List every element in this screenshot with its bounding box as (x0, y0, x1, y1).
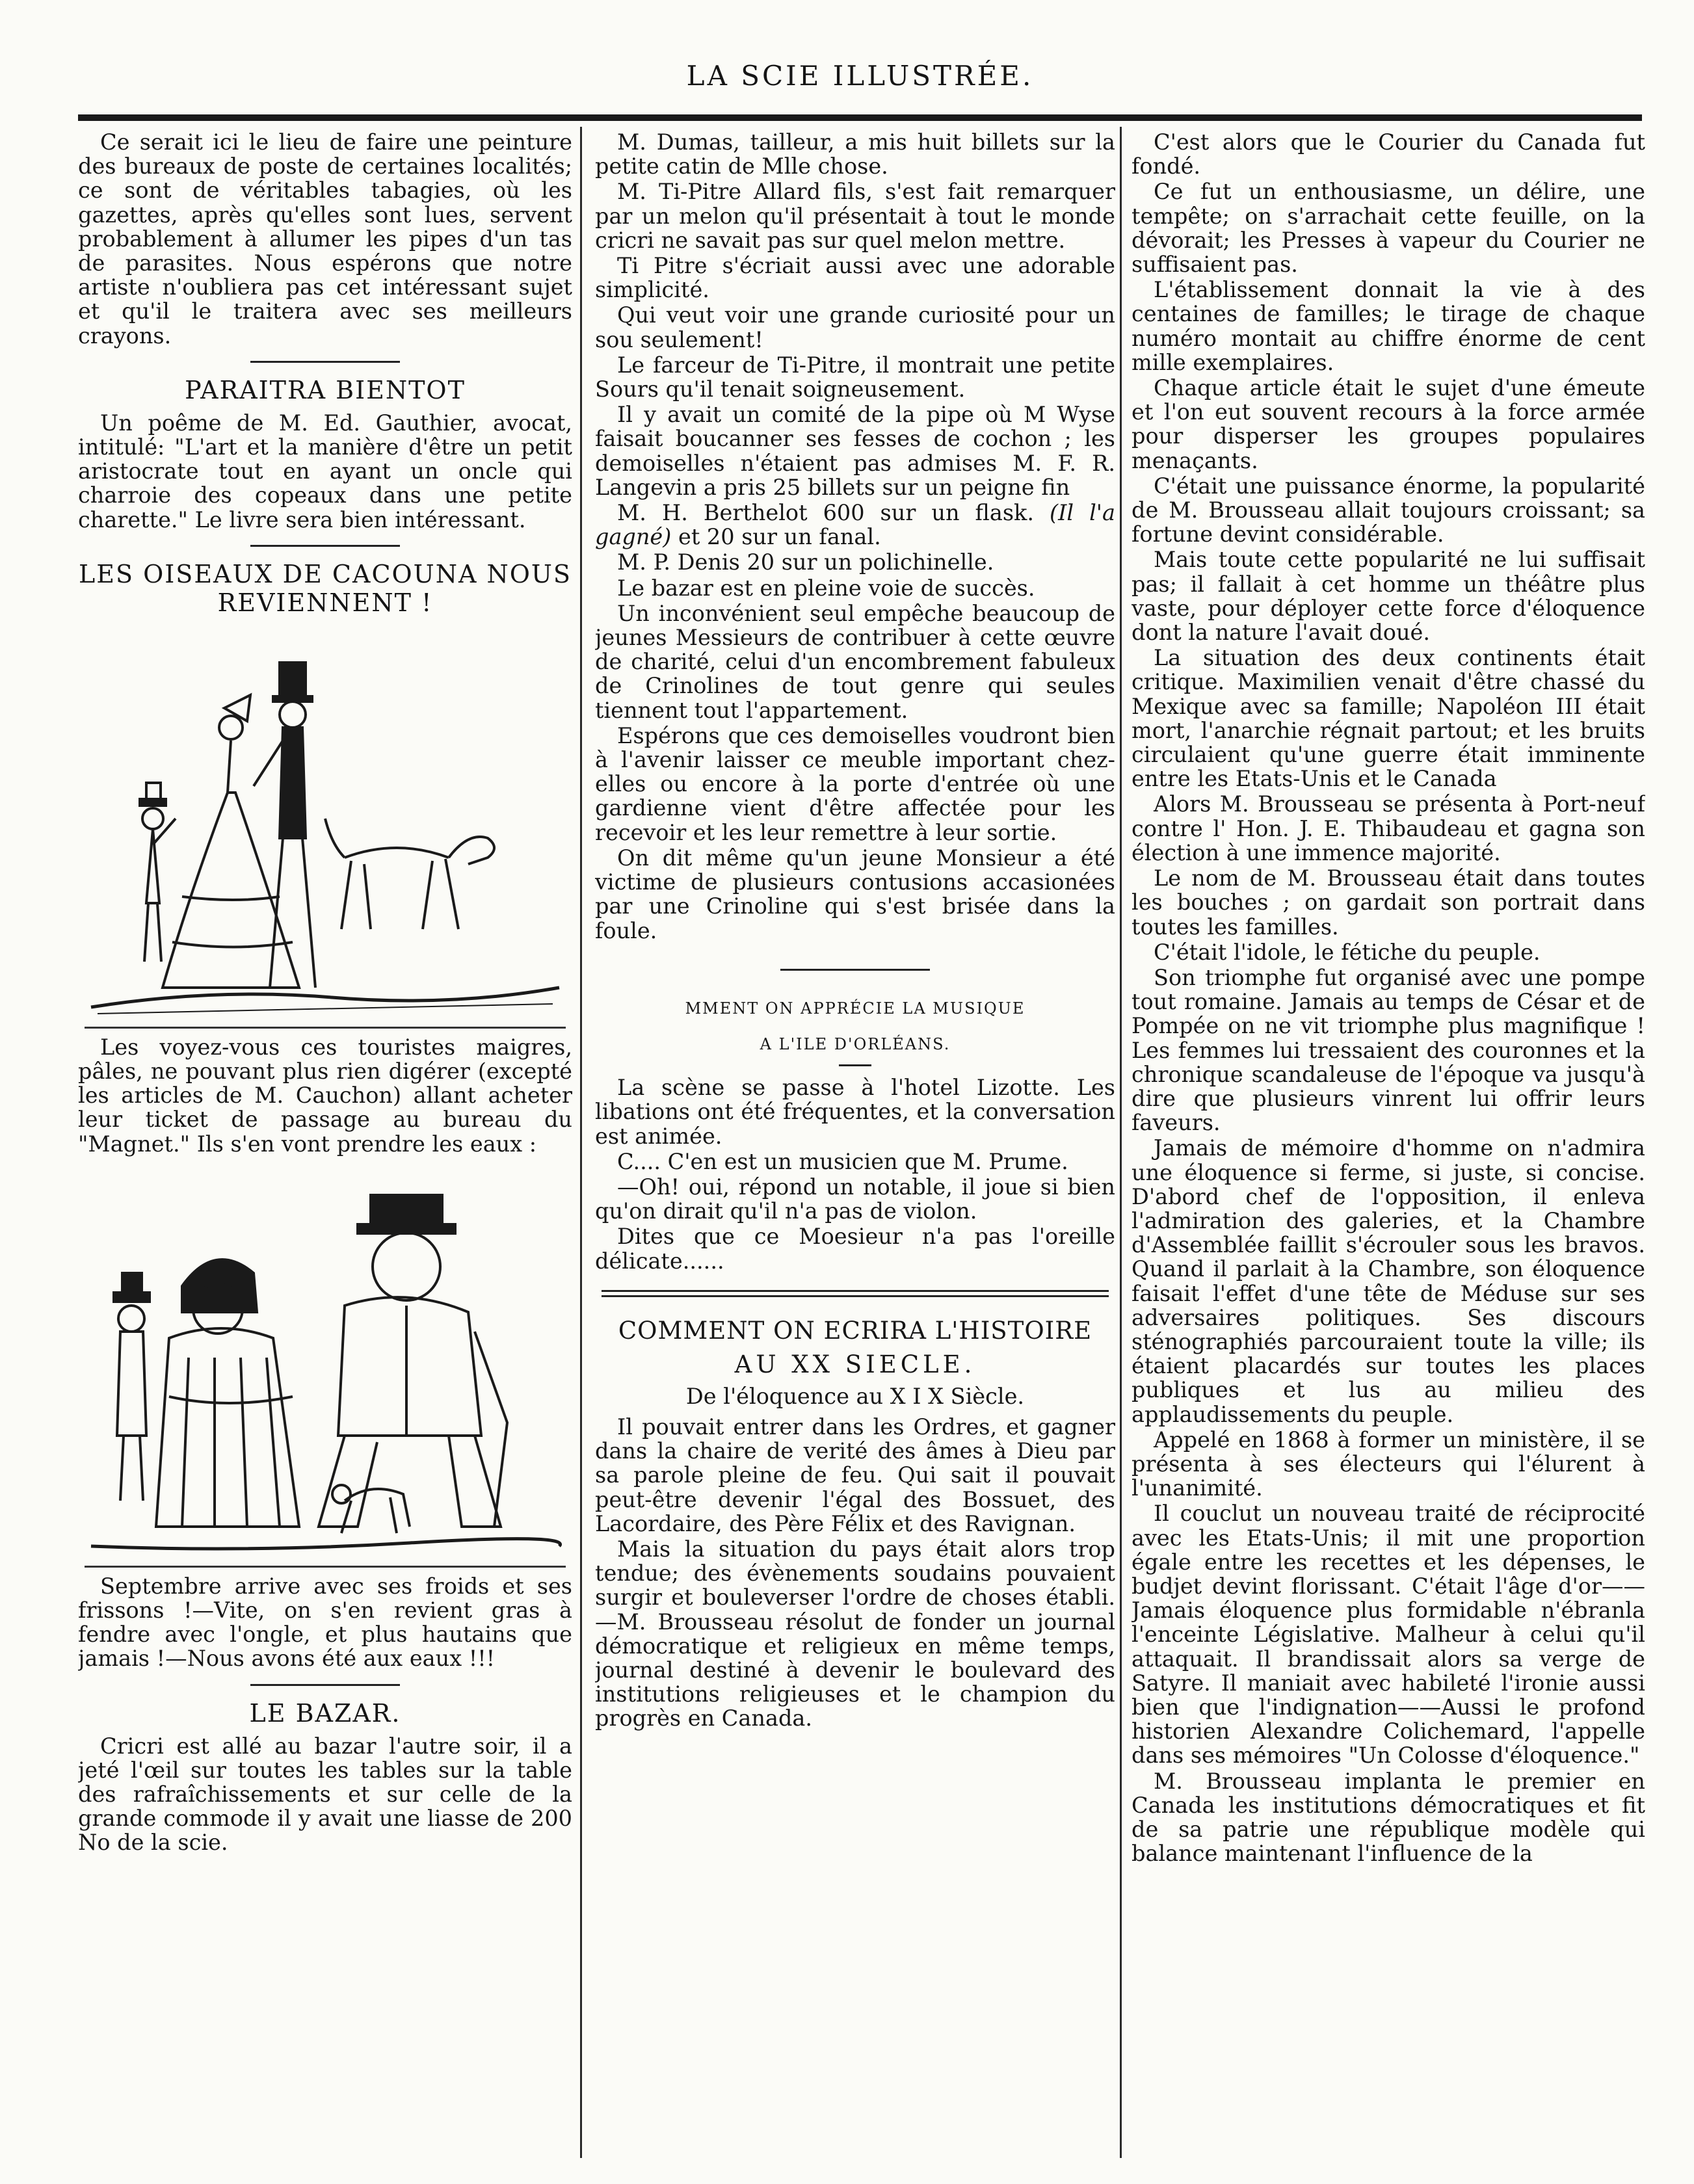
separator (250, 1684, 400, 1686)
paragraph-touristes-maigres: Les voyez-vous ces touristes maigres, pâles, ne pouvant plus rien digérer (excepté les articles de M. Cauchon) allant acheter leur ticket de passage au bureau du "Magnet." Ils s'en vont prendre les eaux : (78, 1034, 572, 1157)
paragraph-dumas: M. Dumas, tailleur, a mis huit billets sur la petite catin de Mlle chose. (595, 130, 1115, 179)
paragraph-farceur: Le farceur de Ti-Pitre, il montrait une petite Sours qu'il tenait soigneusement. (595, 352, 1115, 402)
berthelot-italic: (Il l'a gagné) (595, 500, 1115, 550)
paragraph-puissance: C'était une puissance énorme, la popularité de M. Brousseau allait toujours croissant; sa fortune devint considérable. (1132, 473, 1645, 547)
separator (250, 545, 400, 547)
column-divider-1 (580, 127, 582, 2158)
paragraph-oreille: Dites que ce Moesieur n'a pas l'oreille délicate...... (595, 1224, 1115, 1274)
paragraph-idole: C'était l'idole, le fétiche du peuple. (1154, 939, 1541, 965)
paragraph-courier-fonde: C'est alors que le Courier du Canada fut fondé. (1132, 130, 1645, 179)
paragraph-inconvenient: Un inconvénient seul empêche beaucoup de jeunes Messieurs de contribuer à cette œuvre de charité, celui d'un encombrement fabuleux de Crinolines de tout genre qui seules tiennent tout l'appartement. (595, 600, 1115, 723)
paragraph-curiosite: Qui veut voir une grande curiosité pour un sou seulement! (595, 302, 1115, 352)
separator (250, 361, 400, 363)
paragraph-ti-pitre-allard: M. Ti-Pitre Allard fils, s'est fait remarquer par un melon qu'il présentait à tout le monde cricri ne savait pas sur quel melon mettre. (595, 179, 1115, 253)
paragraph-bureaux-de-poste: Ce serait ici le lieu de faire une peinture des bureaux de poste de certaines localités; ce sont de véritables tabagies, où les gazettes, après qu'elles sont lues, servent probablement à allumer les pipes d'un tas de parasites. Nous espérons que notre artiste n'oubliera pas cet intéressant sujet et qu'il le traitera avec ses meilleurs crayons. (78, 130, 572, 349)
newspaper-masthead (78, 60, 1642, 112)
paragraph-lizotte: La scène se passe à l'hotel Lizotte. Les libations ont été fréquentes, et la conversation est animée. (595, 1075, 1115, 1149)
paragraph-emeute: Chaque article était le sujet d'une émeute et l'on eut souvent recours à la force armée pour disperser les groupes populaires menaçants. (1132, 375, 1645, 473)
paragraph-notable: —Oh! oui, répond un notable, il joue si bien qu'on dirait qu'il n'a pas de violon. (595, 1174, 1115, 1224)
paragraph-continents: La situation des deux continents était critique. Maximilien venait d'être chassé du Mexique avec sa famille; Napoléon III était mort, l'anarchie régnait partout; et les bruits circulaient qu'une guerre était imminente entre les Etats-Unis et le Canada (1132, 645, 1645, 792)
heading-paraitra-bientot: PARAITRA BIENTOT (185, 375, 466, 404)
paragraph-ti-pitre-simplicite: Ti Pitre s'écriait aussi avec une adorable simplicité. (595, 253, 1115, 303)
paragraph-bazar: Cricri est allé au bazar l'autre soir, il a jeté l'œil sur toutes les tables sur la table des rafraîchissements et sur celle de la grande commode il y avait une liasse de 200 No de la scie. (78, 1733, 572, 1856)
paragraph-nom-brousseau: Le nom de M. Brousseau était dans toutes les bouches ; on gardait son portrait dans toutes les familles. (1132, 865, 1645, 940)
column-divider-2 (1120, 127, 1122, 2158)
heading-musique: MMENT ON APPRÉCIE LA MUSIQUE (685, 999, 1026, 1018)
paragraph-triomphe: Son triomphe fut organisé avec une pompe tout romaine. Jamais au temps de César et de Pompée on ne vit triomphe plus magnifique ! Les femmes lui tressaient des couronnes et la chronique scandaleuse de l'époque va jusqu'à dire que plusieurs vinrent lui offrir leurs faveurs. (1132, 964, 1645, 1136)
masthead-title: LA SCIE ILLUSTRÉE. (686, 60, 1034, 92)
double-rule (602, 1290, 1109, 1297)
paragraph-comite-pipe: Il y avait un comité de la pipe où M Wyse faisait boucanner ses fesses de cochon ; les demoiselles n'étaient pas admises M. F. R. Langevin a pris 25 billets sur un peigne fin (595, 402, 1115, 500)
paragraph-eloquence: Jamais de mémoire d'homme on n'admira une éloquence si ferme, si juste, si concise. D'abord chef de l'opposition, il enleva l'admiration des galeries, et la Chambre d'Assemblée faillit s'écrouler sous les bravos. Quand il parlait à la Chambre, son éloquence faisait l'effet d'une tête de Méduse sur ses adversaires politiques. Ses discours sténographiés parcouraient toute la ville; ils étaient placardés sur toutes les places publiques et lus au milieu des applaudissements du peuple. (1132, 1135, 1645, 1427)
paragraph-port-neuf: Alors M. Brousseau se présenta à Port-neuf contre l' Hon. J. E. Thibaudeau et gagna son élection à une immence majorité. (1132, 791, 1645, 865)
paragraph-esperons: Espérons que ces demoiselles voudront bien à l'avenir laisser ce meuble important chez-elles ou encore à la porte d'entrée où une gardienne vient d'être affectée pour les recevoir et les leur remettre à leur sortie. (595, 722, 1115, 845)
paragraph-enthousiasme: Ce fut un enthousiasme, un délire, une tempête; on s'arrachait cette feuille, on la dévorait; les Presses à vapeur du Courier ne suffisaient pas. (1132, 179, 1645, 278)
illustration-tourists-returning (85, 1163, 566, 1568)
heading-ile-orleans: A L'ILE D'ORLÉANS. (760, 1034, 951, 1053)
separator (839, 1064, 871, 1066)
heading-histoire-line-1: COMMENT ON ECRIRA L'HISTOIRE (618, 1316, 1092, 1345)
subtitle-eloquence: De l'éloquence au X I X Siècle. (685, 1383, 1025, 1409)
paragraph-succes: Le bazar est en pleine voie de succès. (617, 575, 1035, 601)
paragraph-etablissement: L'établissement donnait la vie à des centaines de familles; le tirage de chaque numéro montait au chiffre énorme de cent mille exemplaires. (1132, 277, 1645, 375)
paragraph-popularite: Mais toute cette popularité ne lui suffisait pas; il fallait à cet homme un théâtre plus vaste, pour déployer cette force d'éloquence dont la nature l'avait doué. (1132, 547, 1645, 646)
paragraph-berthelot (595, 501, 1115, 549)
paragraph-paraitra: Un poême de M. Ed. Gauthier, avocat, intitulé: "L'art et la manière d'être un petit aristocrate tout en ayant un oncle qui charroie des copeaux dans une petite charette." Le livre sera bien intéressant. (78, 410, 572, 533)
column-1 (78, 130, 572, 2158)
paragraph-prume: C.... C'en est un musicien que M. Prume. (617, 1148, 1068, 1174)
column-2 (595, 130, 1115, 2158)
berthelot-text-end: et 20 sur un fanal. (671, 524, 881, 550)
berthelot-text: M. H. Berthelot 600 sur un flask. (617, 500, 1050, 526)
heading-oiseaux-de-cacouna: LES OISEAUX DE CACOUNA NOUS REVIENNENT ! (79, 559, 572, 617)
paragraph-republique: M. Brousseau implanta le premier en Canada les institutions démocratiques et fit de sa patrie une république modèle qui balance maintenant l'influence de la (1132, 1768, 1645, 1867)
paragraph-denis: M. P. Denis 20 sur un polichinelle. (617, 549, 994, 575)
illustration-tourists-departing (85, 624, 566, 1029)
paragraph-situation-pays: Mais la situation du pays était alors trop tendue; des évènements soudains pouvaient surgir et bouleverser l'ordre de choses établi.—M. Brousseau résolut de fonder un journal démocratique et religieux en même temps, journal destiné à devenir le boulevard des institutions religieuses et le champion du progrès en Canada. (595, 1536, 1115, 1731)
heading-histoire-line-2: AU XX SIECLE. (734, 1350, 976, 1378)
paragraph-septembre: Septembre arrive avec ses froids et ses frissons !—Vite, on s'en revient gras à fendre avec l'ongle, et plus hautains que jamais !—Nous avons été aux eaux !!! (78, 1573, 572, 1672)
separator (780, 969, 930, 971)
masthead-rule (78, 114, 1642, 121)
heading-le-bazar: LE BAZAR. (249, 1698, 401, 1728)
paragraph-crinoline: On dit même qu'un jeune Monsieur a été victime de plusieurs contusions accasionées par une Crinoline qui s'est brisée dans la foule. (595, 845, 1115, 943)
paragraph-traite: Il couclut un nouveau traité de réciprocité avec les Etats-Unis; il mit une proportion égale entre les recettes et les dépenses, le budjet devint florissant. C'était l'âge d'or——Jamais éloquence plus formidable n'ébranla l'enceinte Législative. Malheur à celui qu'il attaquait. Il brandissait alors sa verge de Satyre. Il maniait avec habileté l'ironie aussi bien que l'indignation——Aussi le profond historien Alexandre Colichemard, l'appelle dans ses mémoires "Un Colosse d'éloquence." (1132, 1501, 1645, 1769)
column-3 (1132, 130, 1645, 2158)
paragraph-ministere: Appelé en 1868 à former un ministère, il se présenta à ses électeurs qui l'élurent à l'unanimité. (1132, 1427, 1645, 1501)
paragraph-ordres: Il pouvait entrer dans les Ordres, et gagner dans la chaire de verité des âmes à Dieu par sa parole pleine de feu. Qui sait il pouvait peut-être devenir l'égal des Bossuet, des Lacordaire, des Père Félix et des Ravignan. (595, 1414, 1115, 1536)
